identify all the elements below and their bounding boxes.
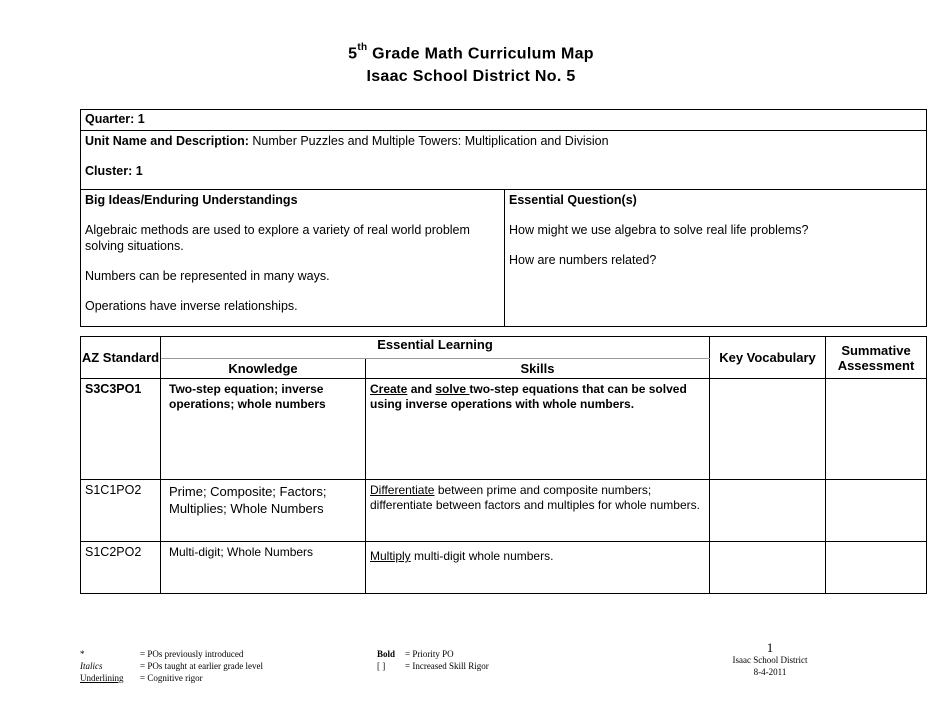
unit-info-table	[80, 109, 927, 327]
big-idea-item: Operations have inverse relationships.	[85, 299, 298, 313]
az-standard-header: AZ Standard	[81, 337, 161, 379]
knowledge-cell: Multi-digit; Whole Numbers	[161, 542, 366, 594]
legend-row: Bold = Priority PO	[377, 649, 454, 659]
vocabulary-cell	[710, 480, 826, 542]
big-ideas-heading: Big Ideas/Enduring Understandings	[85, 193, 298, 207]
assessment-cell	[826, 542, 927, 594]
title-text: Grade Math Curriculum Map	[367, 45, 594, 63]
table-row	[81, 480, 927, 542]
skills-header: Skills	[366, 359, 710, 379]
document-title	[0, 44, 942, 63]
essential-question-item: How might we use algebra to solve real life problems?	[509, 223, 809, 237]
legend-row: Underlining = Cognitive rigor	[80, 673, 203, 683]
skill-verb: Create	[370, 382, 408, 396]
skills-cell: Multiply multi-digit whole numbers.	[366, 542, 710, 594]
cluster-label: Cluster: 1	[85, 164, 143, 178]
knowledge-cell: Prime; Composite; Factors; Multiplies; Whole Numbers	[161, 480, 366, 542]
legend-row: Italics = POs taught at earlier grade level	[80, 661, 264, 671]
standard-cell: S1C2PO2	[81, 542, 161, 594]
unit-value: Number Puzzles and Multiple Towers: Multiplication and Division	[248, 134, 609, 148]
knowledge-header: Knowledge	[161, 359, 366, 379]
curriculum-map-table	[80, 336, 927, 594]
vocabulary-cell	[710, 379, 826, 480]
skill-verb: Multiply	[370, 549, 411, 563]
essential-questions-cell	[505, 190, 927, 327]
title-grade-number: 5	[348, 45, 358, 63]
skill-verb: Differentiate	[370, 483, 435, 497]
standard-cell: S1C1PO2	[81, 480, 161, 542]
assessment-cell	[826, 480, 927, 542]
essential-learning-header: Essential Learning	[161, 337, 710, 359]
title-superscript: th	[357, 42, 368, 53]
key-vocabulary-header: Key Vocabulary	[710, 337, 826, 379]
big-ideas-cell	[81, 190, 505, 327]
essential-question-item: How are numbers related?	[509, 253, 657, 267]
legend-middle	[377, 648, 489, 672]
assessment-cell	[826, 379, 927, 480]
page-footer-right	[700, 642, 840, 678]
knowledge-cell: Two-step equation; inverse operations; whole numbers	[161, 379, 366, 480]
legend-left	[80, 648, 263, 684]
big-idea-item: Numbers can be represented in many ways.	[85, 269, 330, 283]
skills-cell: Differentiate between prime and composite numbers; differentiate between factors and multiples for whole numbers.	[366, 480, 710, 542]
table-row	[81, 379, 927, 480]
big-idea-item: Algebraic methods are used to explore a variety of real world problem solving situations.	[85, 223, 470, 253]
legend-row: [ ] = Increased Skill Rigor	[377, 661, 489, 671]
standard-cell: S3C3PO1	[81, 379, 161, 480]
footer-date: 8-4-2011	[753, 667, 787, 677]
vocabulary-cell	[710, 542, 826, 594]
document-subtitle: Isaac School District No. 5	[366, 68, 576, 85]
skills-cell: Create and solve two-step equations that can be solved using inverse operations with whole numbers.	[366, 379, 710, 480]
unit-description-cell	[81, 131, 927, 190]
essential-questions-heading: Essential Question(s)	[509, 193, 637, 207]
quarter-cell: Quarter: 1	[81, 110, 927, 131]
legend-row: * = POs previously introduced	[80, 649, 244, 659]
page-number: 1	[766, 640, 774, 655]
footer-district: Isaac School District	[732, 655, 808, 665]
table-row	[81, 542, 927, 594]
skill-verb: solve	[435, 382, 470, 396]
unit-label: Unit Name and Description:	[85, 134, 249, 148]
summative-assessment-header: Summative Assessment	[826, 337, 927, 379]
